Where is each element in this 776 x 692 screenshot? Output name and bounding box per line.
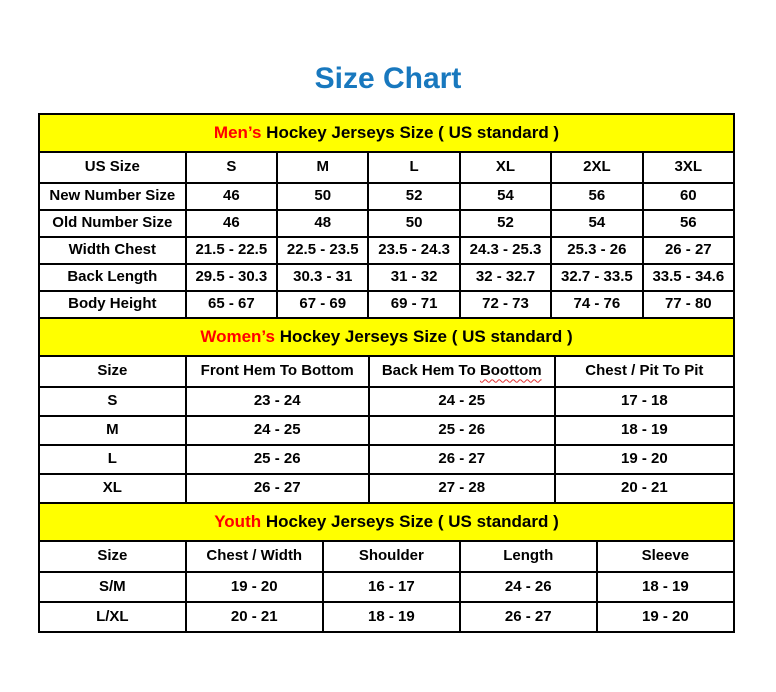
- table-row: [39, 183, 734, 210]
- column-header-3xl: 3XL: [643, 152, 734, 183]
- size-value-cell: 26 - 27: [460, 602, 597, 632]
- size-value-cell: 26 - 27: [186, 474, 369, 503]
- column-header-text: Back Hem To: [381, 362, 480, 380]
- size-value-cell: 77 - 80: [643, 291, 734, 318]
- column-header-2xl: 2XL: [551, 152, 642, 183]
- table-row: [39, 602, 734, 632]
- womens-size-table: [38, 317, 735, 504]
- column-header-sleeve: Sleeve: [597, 541, 734, 572]
- size-value-cell: 50: [368, 210, 459, 237]
- size-value-cell: 52: [368, 183, 459, 210]
- size-value-cell: 69 - 71: [368, 291, 459, 318]
- column-header-size: Size: [39, 541, 186, 572]
- size-value-cell: 20 - 21: [186, 602, 323, 632]
- size-value-cell: 29.5 - 30.3: [186, 264, 277, 291]
- size-value-cell: 26 - 27: [369, 445, 555, 474]
- youth-size-table: [38, 502, 735, 633]
- section-title: [39, 318, 734, 356]
- size-value-cell: 46: [186, 210, 277, 237]
- size-value-cell: 25 - 26: [186, 445, 369, 474]
- size-value-cell: 18 - 19: [597, 572, 734, 602]
- table-row: [39, 237, 734, 264]
- row-label: Old Number Size: [39, 210, 186, 237]
- size-value-cell: 17 - 18: [555, 387, 734, 416]
- size-value-cell: 21.5 - 22.5: [186, 237, 277, 264]
- row-label: L: [39, 445, 186, 474]
- size-value-cell: 16 - 17: [323, 572, 460, 602]
- size-value-cell: 27 - 28: [369, 474, 555, 503]
- size-value-cell: 52: [460, 210, 551, 237]
- column-header-chest-pit-to-pit: Chest / Pit To Pit: [555, 356, 734, 387]
- size-value-cell: 25.3 - 26: [551, 237, 642, 264]
- size-value-cell: 46: [186, 183, 277, 210]
- section-title-rest: Hockey Jerseys Size ( US standard ): [261, 122, 560, 142]
- section-title: [39, 503, 734, 541]
- size-value-cell: 23 - 24: [186, 387, 369, 416]
- size-value-cell: 19 - 20: [555, 445, 734, 474]
- table-row: [39, 264, 734, 291]
- size-value-cell: 23.5 - 24.3: [368, 237, 459, 264]
- row-label: S/M: [39, 572, 186, 602]
- table-row: [39, 210, 734, 237]
- size-value-cell: 72 - 73: [460, 291, 551, 318]
- size-value-cell: 24 - 25: [369, 387, 555, 416]
- size-value-cell: 30.3 - 31: [277, 264, 368, 291]
- size-value-cell: 48: [277, 210, 368, 237]
- table-row: [39, 572, 734, 602]
- column-header-l: L: [368, 152, 459, 183]
- row-label: Width Chest: [39, 237, 186, 264]
- column-header-m: M: [277, 152, 368, 183]
- section-title-row: [39, 503, 734, 541]
- section-title-rest: Hockey Jerseys Size ( US standard ): [261, 511, 559, 531]
- row-label: New Number Size: [39, 183, 186, 210]
- column-header-row: [39, 541, 734, 572]
- section-title: [39, 114, 734, 152]
- size-value-cell: 31 - 32: [368, 264, 459, 291]
- section-title-rest: Hockey Jerseys Size ( US standard ): [274, 326, 573, 346]
- size-value-cell: 20 - 21: [555, 474, 734, 503]
- section-title-highlight: Women’s: [200, 326, 275, 346]
- row-label: M: [39, 416, 186, 445]
- row-label: XL: [39, 474, 186, 503]
- column-header-s: S: [186, 152, 277, 183]
- column-header-length: Length: [460, 541, 597, 572]
- column-header-row: [39, 152, 734, 183]
- column-header-shoulder: Shoulder: [323, 541, 460, 572]
- size-value-cell: 24.3 - 25.3: [460, 237, 551, 264]
- table-row: [39, 474, 734, 503]
- table-row: [39, 416, 734, 445]
- size-value-cell: 60: [643, 183, 734, 210]
- size-value-cell: 22.5 - 23.5: [277, 237, 368, 264]
- section-title-highlight: Youth: [214, 511, 262, 531]
- size-value-cell: 19 - 20: [597, 602, 734, 632]
- size-tables: [38, 113, 735, 633]
- size-value-cell: 18 - 19: [323, 602, 460, 632]
- table-row: [39, 445, 734, 474]
- size-value-cell: 24 - 26: [460, 572, 597, 602]
- column-header-back-hem-to-boottom: [369, 356, 555, 387]
- size-value-cell: 19 - 20: [186, 572, 323, 602]
- row-label: S: [39, 387, 186, 416]
- section-title-row: [39, 114, 734, 152]
- column-header-row: [39, 356, 734, 387]
- row-label: L/XL: [39, 602, 186, 632]
- section-title-row: [39, 318, 734, 356]
- size-value-cell: 25 - 26: [369, 416, 555, 445]
- size-value-cell: 32 - 32.7: [460, 264, 551, 291]
- size-value-cell: 18 - 19: [555, 416, 734, 445]
- row-label: Body Height: [39, 291, 186, 318]
- column-header-xl: XL: [460, 152, 551, 183]
- size-value-cell: 33.5 - 34.6: [643, 264, 734, 291]
- column-header-us-size: US Size: [39, 152, 186, 183]
- table-row: [39, 387, 734, 416]
- row-label: Back Length: [39, 264, 186, 291]
- size-value-cell: 54: [460, 183, 551, 210]
- size-value-cell: 26 - 27: [643, 237, 734, 264]
- size-value-cell: 32.7 - 33.5: [551, 264, 642, 291]
- size-value-cell: 50: [277, 183, 368, 210]
- size-value-cell: 65 - 67: [186, 291, 277, 318]
- column-header-chest-width: Chest / Width: [186, 541, 323, 572]
- size-value-cell: 67 - 69: [277, 291, 368, 318]
- mens-size-table: [38, 113, 735, 319]
- misspelled-word: Boottom: [479, 362, 542, 380]
- column-header-size: Size: [39, 356, 186, 387]
- size-value-cell: 24 - 25: [186, 416, 369, 445]
- column-header-front-hem-to-bottom: Front Hem To Bottom: [186, 356, 369, 387]
- size-value-cell: 56: [643, 210, 734, 237]
- page-title: Size Chart: [314, 62, 462, 95]
- size-value-cell: 56: [551, 183, 642, 210]
- size-value-cell: 74 - 76: [551, 291, 642, 318]
- table-row: [39, 291, 734, 318]
- section-title-highlight: Men’s: [213, 122, 262, 142]
- size-value-cell: 54: [551, 210, 642, 237]
